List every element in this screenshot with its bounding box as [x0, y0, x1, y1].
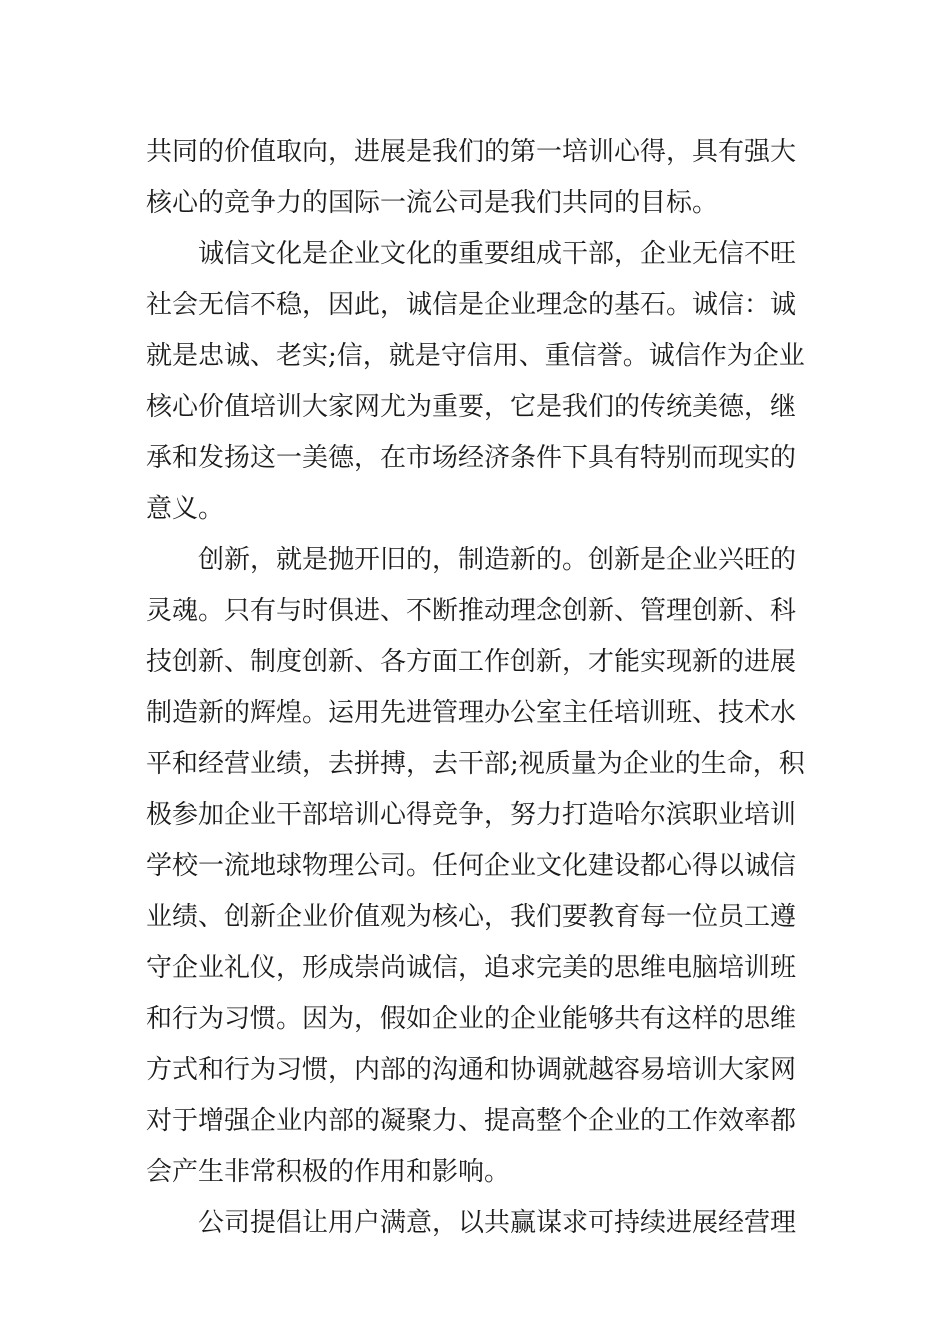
text-line: 就是忠诚、老实;信，就是守信用、重信誉。诚信作为企业 — [146, 341, 805, 371]
text-line: 诚信文化是企业文化的重要组成干部，企业无信不旺 — [198, 239, 797, 269]
text-line: 核心价值培训大家网尤为重要，它是我们的传统美德，继 — [146, 392, 797, 422]
text-line: 极参加企业干部培训心得竞争，努力打造哈尔滨职业培训 — [146, 800, 797, 830]
text-line: 会产生非常积极的作用和影响。 — [146, 1157, 511, 1187]
text-line: 平和经营业绩，去拼搏，去干部;视质量为企业的生命，积 — [146, 749, 805, 779]
text-line: 共同的价值取向，进展是我们的第一培训心得，具有强大 — [146, 137, 797, 167]
text-line: 核心的竞争力的国际一流公司是我们共同的目标。 — [146, 188, 719, 218]
text-line: 学校一流地球物理公司。任何企业文化建设都心得以诚信 — [146, 851, 797, 881]
text-line: 对于增强企业内部的凝聚力、提高整个企业的工作效率都 — [146, 1106, 797, 1136]
text-line: 业绩、创新企业价值观为核心，我们要教育每一位员工遵 — [146, 902, 797, 932]
text-line: 和行为习惯。因为，假如企业的企业能够共有这样的思维 — [146, 1004, 797, 1034]
text-line: 创新，就是抛开旧的，制造新的。创新是企业兴旺的 — [198, 545, 797, 575]
text-line: 公司提倡让用户满意，以共赢谋求可持续进展经营理 — [198, 1208, 797, 1238]
text-line: 技创新、制度创新、各方面工作创新，才能实现新的进展 — [146, 647, 797, 677]
text-line: 制造新的辉煌。运用先进管理办公室主任培训班、技术水 — [146, 698, 797, 728]
text-line: 意义。 — [146, 494, 225, 524]
text-line: 承和发扬这一美德，在市场经济条件下具有特别而现实的 — [146, 443, 797, 473]
text-line: 社会无信不稳，因此，诚信是企业理念的基石。诚信：诚 — [146, 290, 797, 320]
text-line: 方式和行为习惯，内部的沟通和协调就越容易培训大家网 — [146, 1055, 797, 1085]
text-line: 灵魂。只有与时俱进、不断推动理念创新、管理创新、科 — [146, 596, 797, 626]
text-line: 守企业礼仪，形成崇尚诚信，追求完美的思维电脑培训班 — [146, 953, 797, 983]
body-text — [146, 127, 808, 1249]
